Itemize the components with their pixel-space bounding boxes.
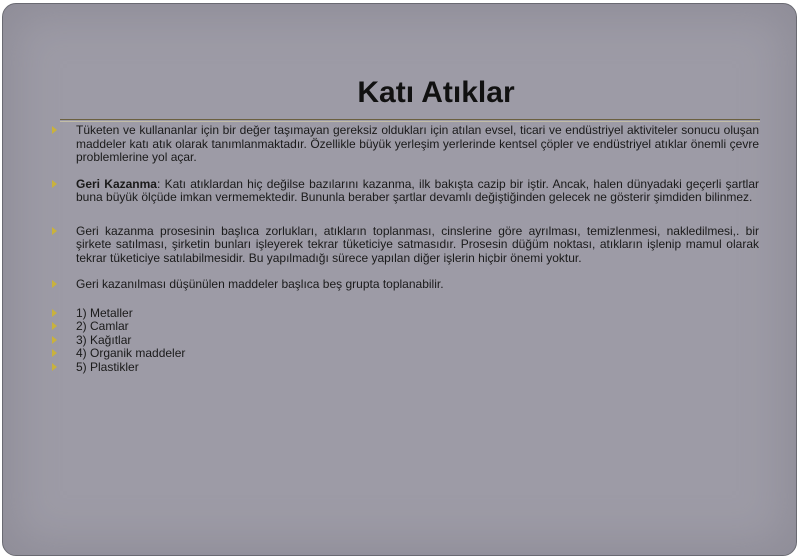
list-item-text: 2) Camlar <box>76 319 129 333</box>
bullet-icon <box>52 309 57 317</box>
bullet-icon <box>52 336 57 344</box>
material-list <box>52 307 759 375</box>
list-item <box>52 334 759 348</box>
title-divider <box>60 119 760 120</box>
list-item <box>52 320 759 334</box>
paragraph-geri-kazanma <box>52 178 759 205</box>
list-item-text: 3) Kağıtlar <box>76 332 132 347</box>
list-item <box>52 307 759 321</box>
title-divider-highlight <box>60 121 760 122</box>
slide-title: Katı Atıklar <box>357 76 515 109</box>
paragraph-zorluklar <box>52 225 759 266</box>
paragraph-definition <box>52 124 759 165</box>
list-item-text: 5) Plastikler <box>76 359 139 374</box>
bullet-icon <box>52 322 57 330</box>
list-item <box>52 347 759 361</box>
paragraph-text: : Katı atıklardan hiç değilse bazılarını kazanma, ilk bakışta cazip bir iştir. Ancak, halen dünyadaki geçerli şartlar buna büyük ölçüde imkan vermemektedir. Bununla beraber şartlar devamlı değiştiğinden gelecek ne gösterir şimdiden bilinmez. <box>76 176 759 204</box>
bullet-icon <box>52 180 57 188</box>
list-item-text: 4) Organik maddeler <box>76 346 186 360</box>
paragraph-lead: Geri Kazanma <box>76 176 157 191</box>
list-item-text: 1) Metaller <box>76 305 133 320</box>
slide-content <box>52 124 759 374</box>
bullet-icon <box>52 227 57 235</box>
paragraph-text: Geri kazanma prosesinin başlıca zorlukları, atıkların toplanması, cinslerine göre ayrılması, temizlenmesi, nakledilmesi,. bir şirkete satılması, şirketin bunları işleyerek tekrar tüketiciye satmasıdır. Prosesin düğüm noktası, atıkların işlenip mamul olarak tekrar tüketiciye satılabilmesidir. Bu yapılmadığı sürece yapılan diğer işlerin hiçbir önemi yoktur. <box>76 223 759 265</box>
list-item <box>52 361 759 375</box>
bullet-icon <box>52 363 57 371</box>
slide-panel <box>2 3 797 556</box>
paragraph-text: Tüketen ve kullananlar için bir değer taşımayan gereksiz oldukları için atılan evsel, ticari ve endüstriyel aktiviteler sonucu oluşan maddeler katı atık olarak tanımlanmaktadır. Özellikle büyük yerleşim yerlerinde kentsel çöpler ve endüstriyel atıklar önemli çevre problemlerine yol açar. <box>76 123 759 164</box>
bullet-icon <box>52 349 57 357</box>
bullet-icon <box>52 126 57 134</box>
bullet-icon <box>52 280 57 288</box>
paragraph-gruplar <box>52 278 759 292</box>
paragraph-text: Geri kazanılması düşünülen maddeler başlıca beş grupta toplanabilir. <box>76 277 444 291</box>
